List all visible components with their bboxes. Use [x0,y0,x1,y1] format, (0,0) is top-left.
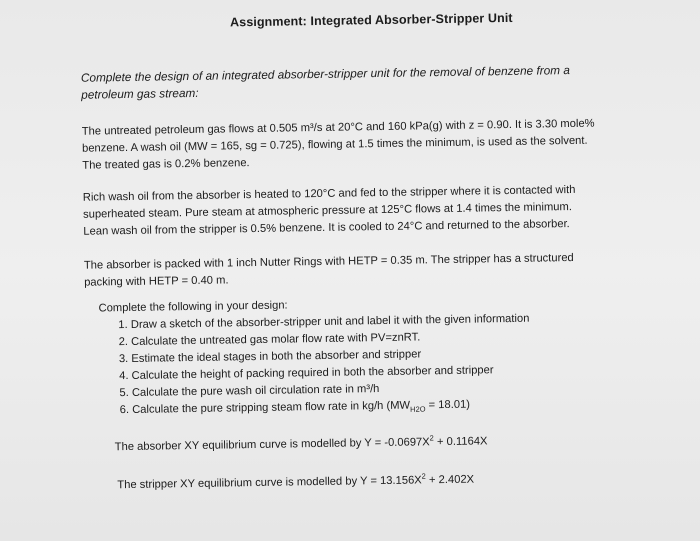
feed-line: The untreated petroleum gas flows at 0.505 m³/s at 20°C and 160 kPa(g) with z = 0.90. It is 3.30 mole% [81,117,595,138]
task-item: 3. Estimate the ideal stages in both the absorber and stripper [131,345,530,368]
equation-exponent: 2 [421,471,426,481]
stripper-line: Lean wash oil from the stripper is 0.5% benzene. It is cooled to 24°C and returned to the absorber. [83,218,570,238]
tasks-list [109,311,531,420]
stripper-line: Rich wash oil from the absorber is heated to 120°C and fed to the stripper where it is contacted with [82,183,576,204]
intro-line: petroleum gas stream: [81,85,199,102]
packing-paragraph [84,249,654,292]
packing-line: packing with HETP = 0.40 m. [84,274,229,289]
absorber-equation [115,435,488,453]
equation-text: The stripper XY equilibrium curve is modelled by Y = 13.156X [117,474,422,492]
task-item: 4. Calculate the height of packing required in both the absorber and stripper [132,362,531,385]
task-item: 2. Calculate the untreated gas molar flow rate with PV=znRT. [131,328,530,351]
task-text: = 18.01) [425,398,471,412]
equation-text: + 2.402X [425,473,475,487]
assignment-sheet [62,9,662,492]
task-subscript: H2O [410,404,426,414]
intro-paragraph [81,61,651,104]
intro-line: Complete the design of an integrated absorber-stripper unit for the removal of benzene from a [80,63,570,85]
task-item: 1. Draw a sketch of the absorber-stripper unit and label it with the given information [131,311,530,334]
stripper-equation [117,471,475,492]
stripper-line: superheated steam. Pure steam at atmospheric pressure at 125°C flows at 1.4 times the minimum. [82,201,573,221]
equation-text: The absorber XY equilibrium curve is modelled by Y = -0.0697X [114,436,430,454]
feed-paragraph [82,115,653,175]
feed-line: benzene. A wash oil (MW = 165, sg = 0.725), flowing at 1.5 times the minimum, is used as the solvent. [81,134,588,155]
stripper-paragraph [83,181,654,241]
task-item: 5. Calculate the pure wash oil circulation rate in m³/h [132,379,531,402]
packing-line: The absorber is packed with 1 inch Nutter Rings with HETP = 0.35 m. The stripper has a structured [83,251,574,272]
feed-line: The treated gas is 0.2% benzene. [82,157,250,172]
task-text: Calculate the pure stripping steam flow rate in kg/h (MW [132,399,411,416]
equation-text: + 0.1164X [433,435,488,449]
tasks-heading: Complete the following in your design: [98,299,288,315]
assignment-title: Assignment: Integrated Absorber-Stripper Unit [229,10,513,30]
equation-exponent: 2 [429,433,434,443]
